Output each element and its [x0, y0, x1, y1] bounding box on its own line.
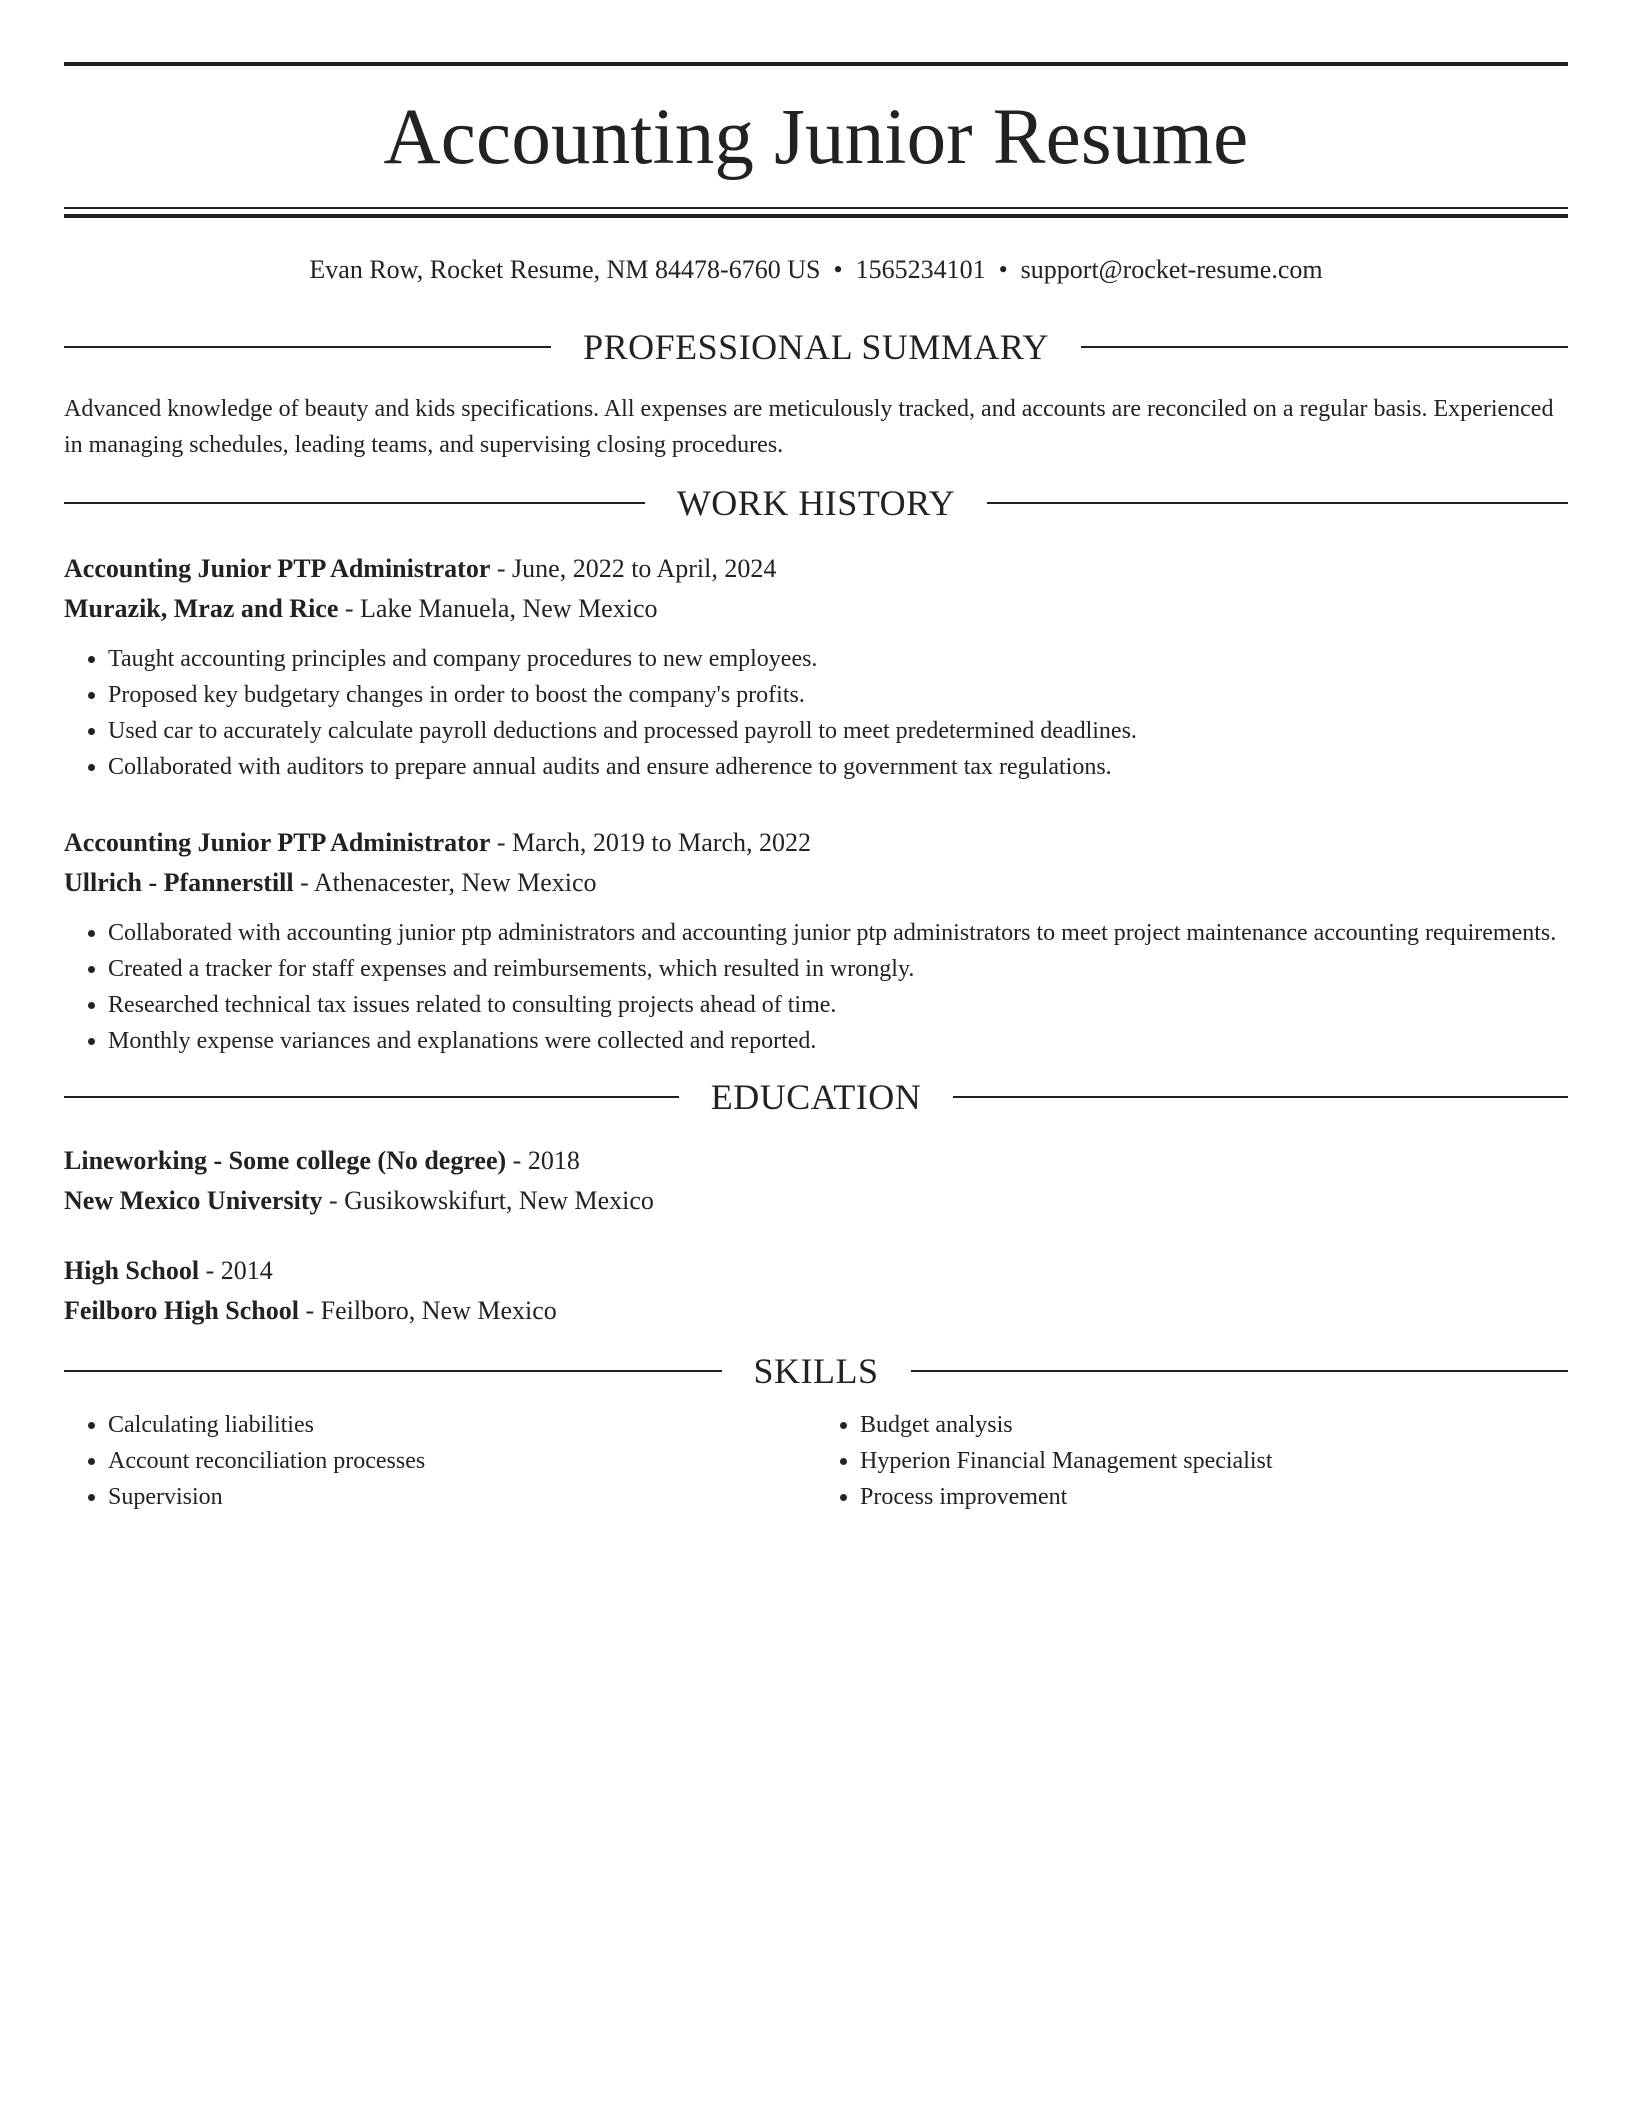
list-item: • Created a tracker for staff expenses and reimbursements, which resulted in wrongly. — [108, 951, 1568, 987]
section-rule-right — [911, 1370, 1569, 1372]
education-location: - Feilboro, New Mexico — [299, 1296, 557, 1326]
job-bullets — [64, 915, 1568, 1059]
job-location: - Athenacester, New Mexico — [293, 868, 597, 898]
section-title-skills: SKILLS — [753, 1351, 879, 1392]
section-rule-left — [64, 1096, 679, 1098]
education-school: New Mexico University — [64, 1186, 323, 1216]
section-header-skills — [64, 1351, 1568, 1392]
education-entry — [64, 1251, 1568, 1331]
list-item: • Proposed key budgetary changes in order to boost the company's profits. — [108, 677, 1568, 713]
skills-list-right — [816, 1407, 1568, 1515]
job-company: Murazik, Mraz and Rice — [64, 594, 339, 624]
job-entry — [64, 823, 1568, 1059]
section-rule-right — [987, 502, 1568, 504]
section-rule-left — [64, 346, 551, 348]
job-bullets — [64, 641, 1568, 785]
education-year: - 2018 — [506, 1146, 580, 1176]
list-item: • Hyperion Financial Management specialist — [860, 1443, 1568, 1479]
top-rule — [64, 62, 1568, 66]
contact-email: support@rocket-resume.com — [1020, 255, 1323, 284]
education-school-row — [64, 1291, 1568, 1331]
list-item: • Collaborated with auditors to prepare annual audits and ensure adherence to government tax regulations. — [108, 749, 1568, 785]
section-header-summary — [64, 327, 1568, 368]
skills-grid — [64, 1407, 1568, 1515]
job-company-row — [64, 589, 1568, 629]
list-item: • Process improvement — [860, 1479, 1568, 1515]
section-header-work — [64, 483, 1568, 524]
education-degree: High School — [64, 1256, 200, 1286]
education-school: Feilboro High School — [64, 1296, 299, 1326]
section-title-work: WORK HISTORY — [676, 483, 956, 524]
education-entry — [64, 1141, 1568, 1221]
job-entry — [64, 549, 1568, 785]
education-year: - 2014 — [199, 1256, 273, 1286]
title-double-rule — [64, 207, 1568, 218]
contact-separator: • — [833, 255, 843, 284]
section-rule-right — [953, 1096, 1568, 1098]
list-item: • Monthly expense variances and explanations were collected and reported. — [108, 1023, 1568, 1059]
section-header-education — [64, 1077, 1568, 1118]
list-item: • Collaborated with accounting junior ptp administrators and accounting junior ptp administrators to meet project maintenance accounting requirements. — [108, 915, 1568, 951]
education-degree: Lineworking - Some college (No degree) — [64, 1146, 507, 1176]
skills-list-left — [64, 1407, 816, 1515]
list-item: • Used car to accurately calculate payroll deductions and processed payroll to meet predetermined deadlines. — [108, 713, 1568, 749]
list-item: • Taught accounting principles and company procedures to new employees. — [108, 641, 1568, 677]
list-item: • Supervision — [108, 1479, 816, 1515]
contact-line — [64, 254, 1568, 285]
list-item: • Calculating liabilities — [108, 1407, 816, 1443]
job-title: Accounting Junior PTP Administrator — [64, 828, 491, 858]
summary-text: Advanced knowledge of beauty and kids specifications. All expenses are meticulously tracked, and accounts are reconciled on a regular basis. Experienced in managing schedules, leading teams, and supervising closing procedures. — [64, 396, 1554, 459]
contact-separator: • — [998, 255, 1008, 284]
job-title: Accounting Junior PTP Administrator — [64, 554, 491, 584]
job-title-row — [64, 549, 1568, 589]
section-rule-right — [1081, 346, 1568, 348]
list-item: • Budget analysis — [860, 1407, 1568, 1443]
section-rule-left — [64, 1370, 722, 1372]
section-title-education: EDUCATION — [710, 1077, 922, 1118]
job-company-row — [64, 863, 1568, 903]
job-dates: - June, 2022 to April, 2024 — [490, 554, 777, 584]
contact-address: Evan Row, Rocket Resume, NM 84478-6760 US — [309, 255, 821, 284]
job-dates: - March, 2019 to March, 2022 — [490, 828, 811, 858]
education-degree-row — [64, 1141, 1568, 1181]
section-title-summary: PROFESSIONAL SUMMARY — [583, 327, 1049, 368]
page-title: Accounting Junior Resume — [383, 94, 1249, 181]
list-item: • Account reconciliation processes — [108, 1443, 816, 1479]
education-location: - Gusikowskifurt, New Mexico — [322, 1186, 654, 1216]
contact-phone: 1565234101 — [855, 255, 986, 284]
job-company: Ullrich - Pfannerstill — [64, 868, 294, 898]
section-rule-left — [64, 502, 645, 504]
education-degree-row — [64, 1251, 1568, 1291]
education-school-row — [64, 1181, 1568, 1221]
job-title-row — [64, 823, 1568, 863]
list-item: • Researched technical tax issues related to consulting projects ahead of time. — [108, 987, 1568, 1023]
job-location: - Lake Manuela, New Mexico — [338, 594, 658, 624]
